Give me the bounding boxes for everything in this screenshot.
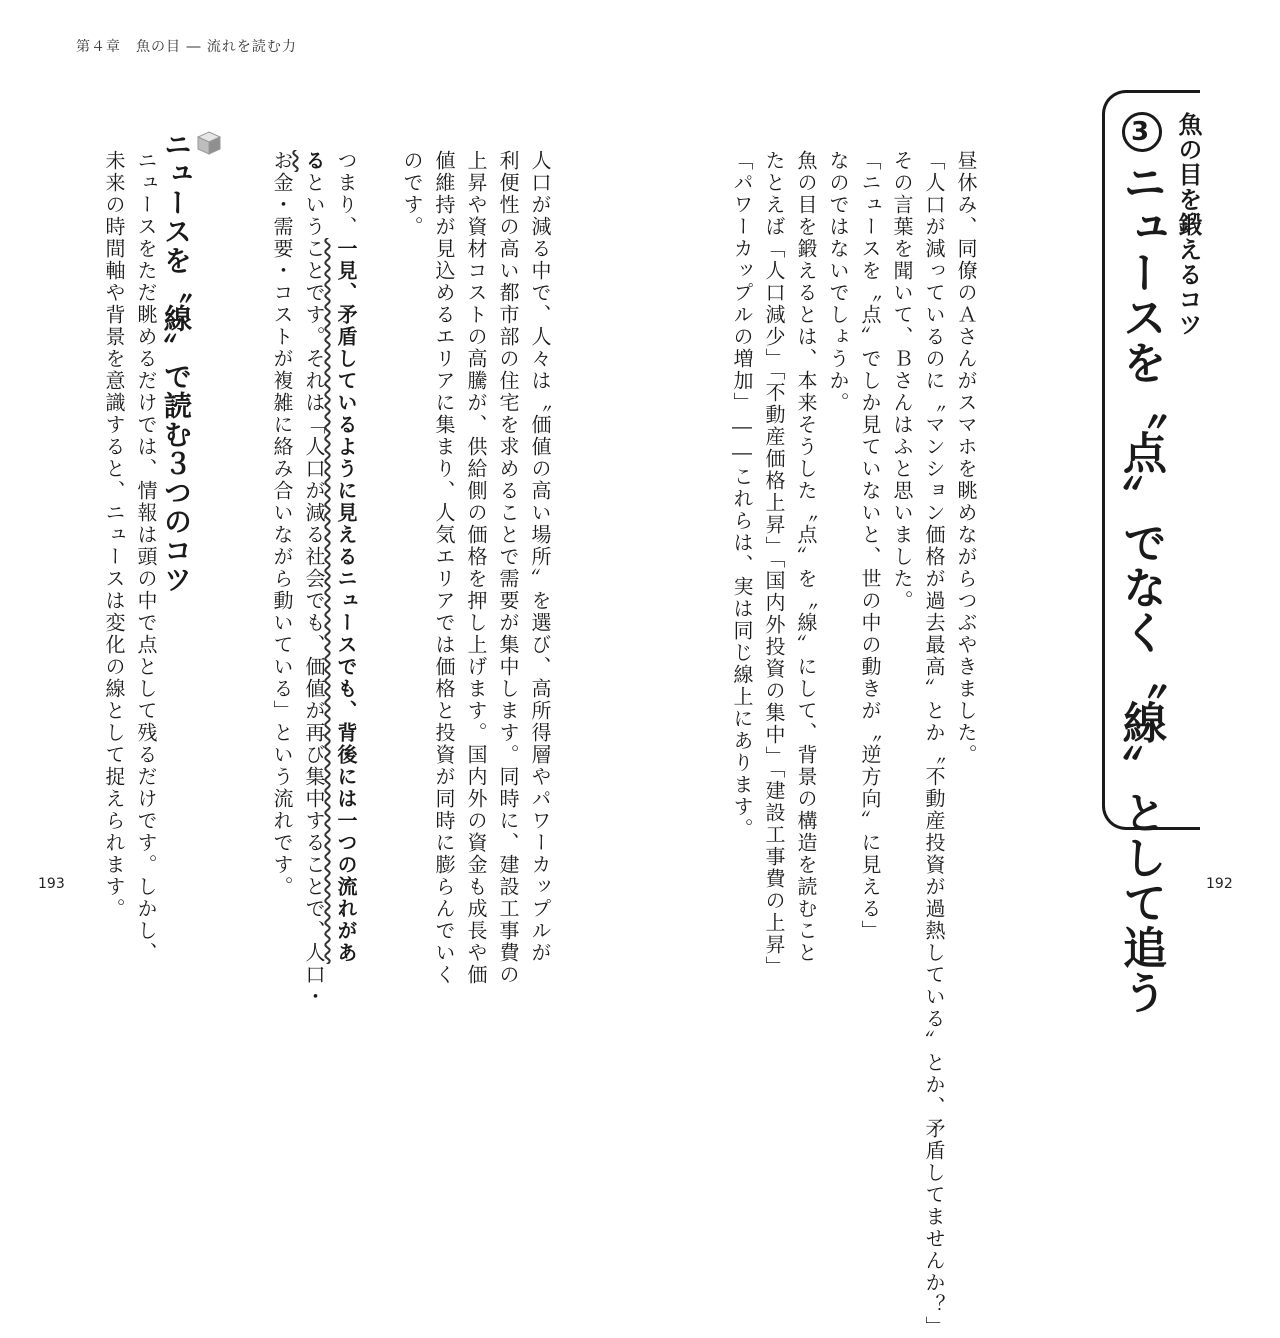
page-number-right: 192: [1206, 876, 1233, 892]
body-line: お金・需要・コストが複雑に絡み合いながら動いている」という流れです。: [270, 150, 294, 898]
body-line: その言葉を聞いて、Ｂさんはふと思いました。: [890, 150, 914, 612]
body-text: つまり、: [334, 150, 358, 238]
body-line: たとえば「人口減少」「不動産価格上昇」「国内外投資の集中」「建設工事費の上昇」: [762, 150, 786, 978]
body-line: [330, 150, 362, 1008]
section-title: [1116, 112, 1172, 1015]
body-line: のです。: [400, 150, 424, 238]
body-line: 人口が減る中で、人々は〝価値の高い場所〟を選び、高所得層やパワーカップルが: [528, 150, 552, 964]
body-line: 「ニュースを〝点〟でしか見ていないと、世の中の動きが〝逆方向〟に見える」: [858, 150, 882, 942]
emphasis-text: 一見、矛盾しているように見えるニュースでも、背後には一つの流れがあ: [334, 238, 358, 964]
body-line: 「パワーカップルの増加」――これらは、実は同じ線上にあります。: [730, 150, 754, 840]
body-line: なのではないでしょうか。: [826, 150, 850, 414]
left-page-body-3: [98, 150, 162, 964]
title-number-badge: 3: [1122, 112, 1162, 152]
body-line: 値維持が見込めるエリアに集まり、人気エリアでは価格と投資が同時に膨らんでいく: [432, 150, 456, 986]
left-page-body-1: [396, 150, 556, 986]
body-line: [298, 150, 330, 1008]
body-line: 「人口が減っているのに〝マンション価格が過去最高〟とか〝不動産投資が過熱している〟とか、矛盾してませんか？」: [922, 150, 946, 1338]
cube-icon: [196, 130, 222, 156]
running-head: 第４章 魚の目 ― 流れを読む力: [76, 39, 297, 55]
body-line: 未来の時間軸や背景を意識すると、ニュースは変化の線として捉えられます。: [102, 150, 126, 920]
body-line: 魚の目を鍛えるとは、本来そうした〝点〟を〝線〟にして、背景の構造を読むこと: [794, 150, 818, 964]
body-line: 上昇や資材コストの高騰が、供給側の価格を押し上げます。国内外の資金も成長や価: [464, 150, 488, 986]
page-number-left: 193: [38, 876, 65, 892]
body-line: 昼休み、同僚のＡさんがスマホを眺めながらつぶやきました。: [954, 150, 978, 766]
left-page-body-2: [266, 150, 362, 1008]
right-page-body: [726, 150, 982, 1338]
title-kicker: 魚の目を鍛えるコツ: [1174, 112, 1202, 337]
emphasis-text: る: [302, 150, 326, 172]
body-line: 利便性の高い都市部の住宅を求めることで需要が集中します。同時に、建設工事費の: [496, 150, 520, 986]
section-heading-text: ニュースを〝線〟で読む３つのコツ: [160, 130, 193, 594]
section-heading: [160, 130, 222, 594]
title-text: ニュースを〝点〟でなく〝線〟として追う: [1115, 160, 1166, 1015]
body-text: ということです。それは「人口が減る社会でも、価値が再び集中することで、人口・: [302, 172, 326, 1008]
body-line: ニュースをただ眺めるだけでは、情報は頭の中で点として残るだけです。しかし、: [134, 150, 158, 964]
